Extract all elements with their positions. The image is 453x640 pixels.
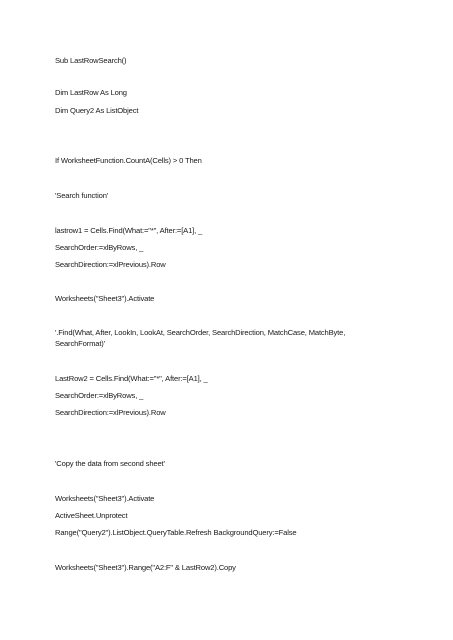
code-line-unprotect: ActiveSheet.Unprotect xyxy=(55,511,128,520)
code-line-worksheets-activate-2: Worksheets("Sheet3").Activate xyxy=(55,494,155,503)
code-line-search-order-2: SearchOrder:=xlByRows, _ xyxy=(55,391,144,400)
code-line-range-copy: Worksheets("Sheet3").Range("A2:F" & LastRow2).Copy xyxy=(55,563,236,572)
code-comment-search-function: 'Search function' xyxy=(55,191,109,200)
code-line-if-statement: If WorksheetFunction.CountA(Cells) > 0 Then xyxy=(55,156,202,165)
code-line-lastrow1-find: lastrow1 = Cells.Find(What:="*", After:=[A1], _ xyxy=(55,226,203,235)
code-line-search-order: SearchOrder:=xlByRows, _ xyxy=(55,243,144,252)
code-line-search-direction: SearchDirection:=xlPrevious).Row xyxy=(55,260,166,269)
code-line-search-direction-2: SearchDirection:=xlPrevious).Row xyxy=(55,408,166,417)
code-line-sub-declaration: Sub LastRowSearch() xyxy=(55,56,127,65)
code-comment-copy-data: 'Copy the data from second sheet' xyxy=(55,459,165,468)
code-line-dim-query2: Dim Query2 As ListObject xyxy=(55,106,139,115)
code-comment-find-signature: '.Find(What, After, LookIn, LookAt, SearchOrder, SearchDirection, MatchCase, MatchByte, SearchFormat)' xyxy=(55,328,346,348)
code-line-lastrow2-find: LastRow2 = Cells.Find(What:="*", After:=[A1], _ xyxy=(55,374,208,383)
code-line-range-refresh: Range("Query2").ListObject.QueryTable.Refresh BackgroundQuery:=False xyxy=(55,528,297,537)
code-line-dim-lastrow: Dim LastRow As Long xyxy=(55,88,127,97)
code-line-worksheets-activate: Worksheets("Sheet3").Activate xyxy=(55,294,155,303)
